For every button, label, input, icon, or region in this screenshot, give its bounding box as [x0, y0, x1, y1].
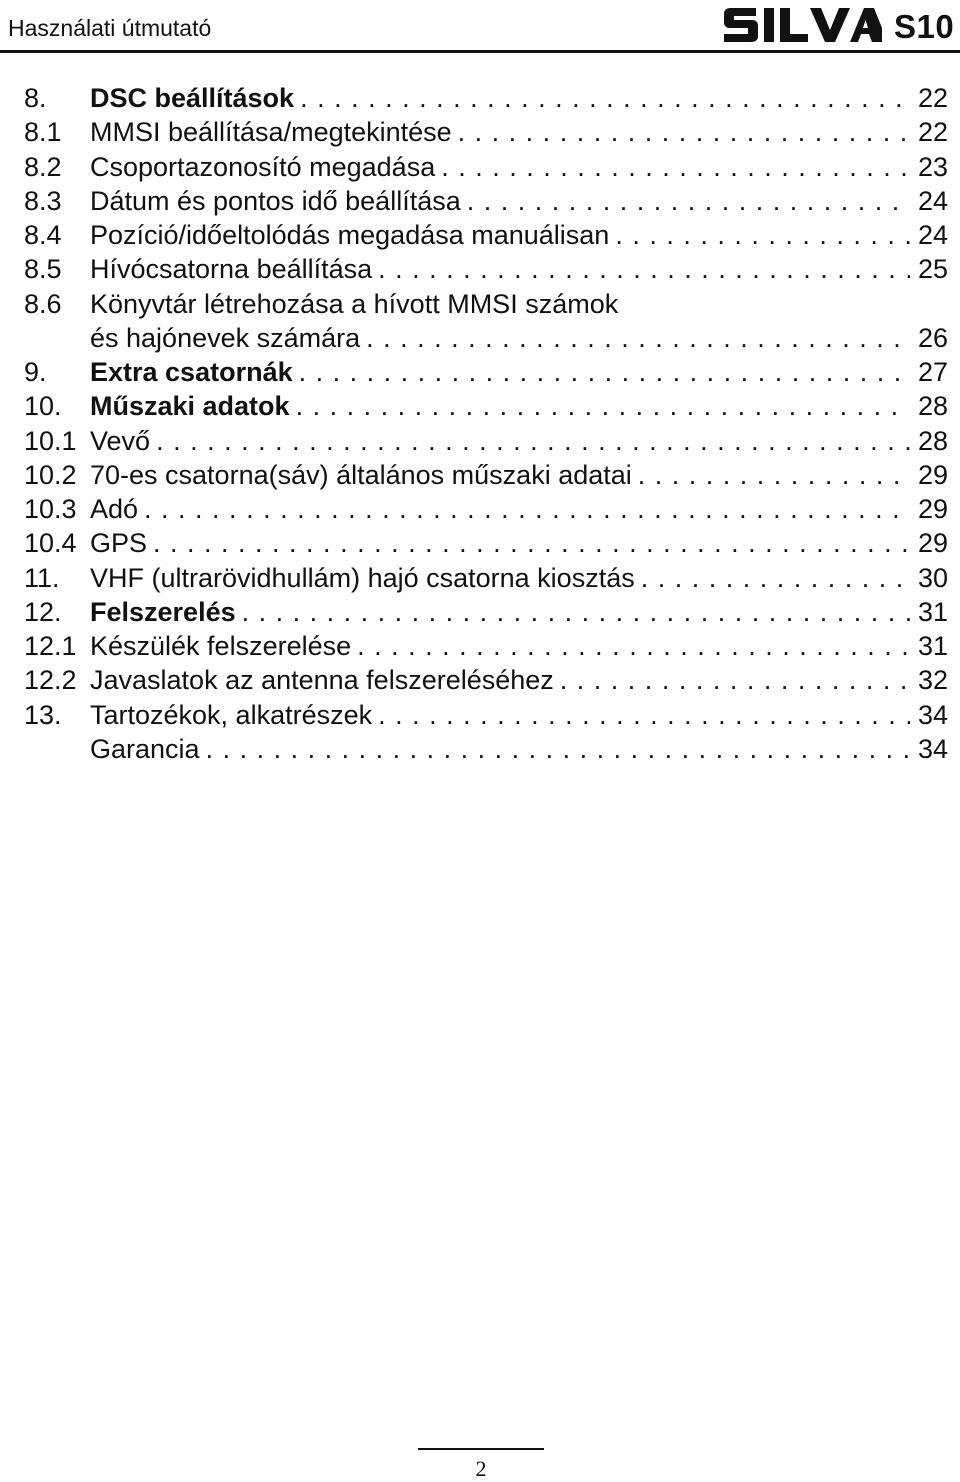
toc-entry-number: 8.2	[24, 151, 62, 182]
toc-entry	[24, 595, 948, 629]
toc-entry-number: 8.3	[24, 185, 62, 216]
toc-dot-leader	[609, 218, 910, 252]
toc-entry	[24, 218, 948, 252]
toc-dot-leader	[293, 355, 910, 389]
toc-dot-leader	[147, 526, 910, 560]
toc-entry-number: 8.4	[24, 220, 62, 250]
toc-entry-title: MMSI beállítása/megtekintése	[90, 117, 452, 148]
toc-entry-number: 10.1	[24, 425, 77, 456]
toc-dot-leader	[452, 115, 910, 149]
toc-entry-number: 8.5	[24, 254, 62, 285]
toc-entry-title: Csoportazonosító megadása	[90, 151, 436, 182]
toc-entry-title: Extra csatornák	[90, 357, 293, 387]
toc-entry	[24, 732, 948, 766]
toc-entry-page: 26	[917, 322, 948, 353]
toc-entry	[24, 389, 948, 423]
toc-dot-leader	[351, 629, 910, 663]
toc-entry-number: 12.	[24, 596, 62, 627]
toc-entry-title: Dátum és pontos idő beállítása	[90, 185, 461, 216]
toc-entry-number: 10.2	[24, 459, 77, 490]
toc-entry-number: 8.1	[24, 117, 62, 148]
toc-entry-title: Javaslatok az antenna felszereléséhez	[90, 665, 554, 696]
toc-dot-leader	[632, 458, 910, 492]
toc-entry-number: 8.	[24, 83, 47, 113]
toc-entry-page: 23	[917, 151, 948, 182]
header-divider	[0, 50, 960, 53]
toc-entry-number: 10.3	[24, 494, 77, 524]
toc-entry	[24, 424, 948, 458]
toc-entry-page: 34	[917, 699, 948, 730]
toc-dot-leader	[138, 492, 910, 526]
toc-entry-page: 29	[917, 528, 948, 559]
toc-entry-page: 30	[917, 562, 948, 593]
toc-entry-page: 28	[917, 391, 948, 422]
toc-dot-leader	[554, 663, 910, 697]
toc-entry-title: VHF (ultrarövidhullám) hajó csatorna kiosztás	[90, 562, 635, 593]
toc-entry	[24, 561, 948, 595]
toc-entry-title: és hajónevek számára	[90, 322, 361, 353]
toc-entry-page: 32	[917, 665, 948, 696]
toc-entry-page: 31	[917, 596, 948, 627]
toc-entry-title: Könyvtár létrehozása a hívott MMSI számok	[90, 288, 619, 319]
toc-entry	[24, 287, 948, 321]
toc-dot-leader	[150, 424, 910, 458]
toc-dot-leader	[461, 184, 910, 218]
toc-dot-leader	[372, 698, 910, 732]
toc-dot-leader	[435, 150, 910, 184]
toc-entry-title: Adó	[90, 494, 139, 524]
toc-entry-title: Műszaki adatok	[90, 391, 290, 422]
toc-dot-leader	[200, 732, 910, 766]
toc-entry-title: Garancia	[90, 733, 200, 764]
toc-entry-page: 31	[917, 631, 948, 661]
toc-entry	[24, 663, 948, 697]
toc-entry-title: Tartozékok, alkatrészek	[90, 699, 373, 730]
toc-entry	[24, 698, 948, 732]
toc-entry	[24, 458, 948, 492]
toc-entry-number: 10.4	[24, 528, 77, 559]
toc-dot-leader	[294, 81, 910, 115]
toc-entry-page: 34	[917, 733, 948, 764]
toc-entry-page: 24	[917, 220, 948, 250]
silva-logo	[722, 4, 882, 46]
toc-dot-leader	[360, 321, 910, 355]
toc-dot-leader	[236, 595, 910, 629]
toc-dot-leader	[635, 561, 910, 595]
toc-dot-leader	[372, 252, 910, 286]
toc-entry-page: 25	[917, 254, 948, 285]
brand-block	[722, 4, 958, 46]
toc-entry-page: 22	[917, 117, 948, 148]
toc-entry-title: 70-es csatorna(sáv) általános műszaki adatai	[90, 459, 632, 490]
toc-entry	[24, 321, 948, 355]
toc-dot-leader	[290, 389, 910, 423]
toc-entry	[24, 629, 948, 663]
toc-entry-page: 29	[917, 459, 948, 490]
toc-entry-title: Pozíció/időeltolódás megadása manuálisan	[90, 220, 610, 250]
toc-entry	[24, 252, 948, 286]
toc-entry-number: 13.	[24, 699, 62, 730]
toc-entry-number: 10.	[24, 391, 62, 422]
toc-entry-number: 11.	[24, 562, 60, 593]
toc-entry-title: Készülék felszerelése	[90, 631, 352, 661]
toc-entry-number: 12.1	[24, 631, 77, 661]
toc-entry	[24, 492, 948, 526]
toc-entry-number: 8.6	[24, 288, 62, 319]
toc-entry-page: 27	[917, 357, 948, 387]
toc-entry	[24, 355, 948, 389]
toc-entry-number: 12.2	[24, 665, 77, 696]
toc-entry-title: GPS	[90, 528, 148, 559]
page-header	[0, 0, 960, 62]
footer-divider	[418, 1448, 544, 1450]
toc-entry	[24, 184, 948, 218]
toc-entry-page: 29	[917, 494, 948, 524]
table-of-contents	[24, 81, 948, 766]
toc-entry	[24, 150, 948, 184]
toc-entry-title: DSC beállítások	[90, 83, 295, 113]
toc-entry-title: Vevő	[90, 425, 151, 456]
toc-entry-title: Hívócsatorna beállítása	[90, 254, 373, 285]
manual-title: Használati útmutató	[8, 15, 212, 41]
toc-entry	[24, 115, 948, 149]
toc-entry-page: 28	[917, 425, 948, 456]
toc-entry-number: 9.	[24, 357, 47, 387]
toc-entry-page: 22	[917, 83, 948, 113]
toc-entry-page: 24	[917, 185, 948, 216]
toc-entry	[24, 81, 948, 115]
model-name: S10	[894, 8, 955, 45]
page-number: 2	[475, 1456, 487, 1481]
toc-entry-title: Felszerelés	[90, 596, 236, 627]
toc-entry	[24, 526, 948, 560]
